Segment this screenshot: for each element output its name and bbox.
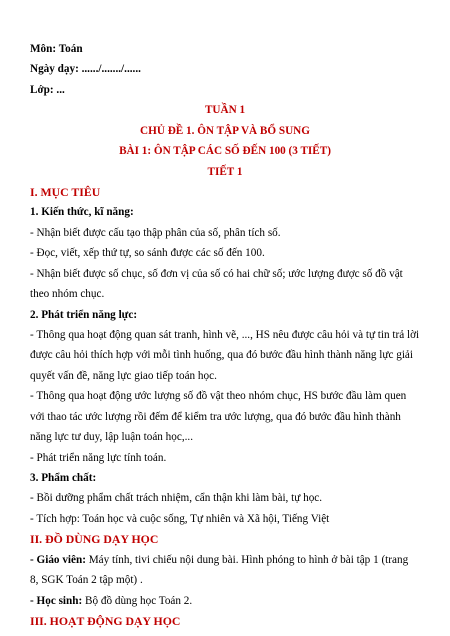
competence-heading: 2. Phát triển năng lực: [30,308,138,321]
student-line [30,594,422,608]
period-title: TIẾT 1 [207,165,243,178]
section-activities-heading: III. HOẠT ĐỘNG DẠY HỌC [30,614,181,628]
knowledge-line-2: - Đọc, viết, xếp thứ tự, so sánh được các số đến 100. [30,247,265,260]
competence-line-4: - Thông qua hoạt động ước lượng số đồ vật theo nhóm chục, HS bước đầu làm quen [30,390,407,403]
date-line: Ngày dạy: ....../......./...... [30,63,141,76]
qualities-line-1: - Bồi dưỡng phẩm chất trách nhiệm, cẩn thận khi làm bài, tự học. [30,492,323,505]
section-objectives-heading: I. MỤC TIÊU [30,185,101,199]
competence-line-2: được câu hỏi thích hợp với mỗi tình huống, qua đó bước đầu hình thành năng lực giải [30,349,414,362]
section-materials-heading: II. ĐỒ DÙNG DẠY HỌC [30,532,159,547]
student-line-text: Bộ đồ dùng học Toán 2. [82,594,193,607]
teacher-line-text: Máy tính, tivi chiếu nội dung bài. Hình phóng to hình ở bài tập 1 (trang [85,553,409,566]
competence-line-7: - Phát triển năng lực tính toán. [30,451,167,464]
knowledge-heading: 1. Kiến thức, kĩ năng: [30,206,134,219]
knowledge-line-3: - Nhận biết được số chục, số đơn vị của số có hai chữ số; ước lượng được số đồ vật [30,267,403,280]
qualities-line-2: - Tích hợp: Toán học và cuộc sống, Tự nhiên và Xã hội, Tiếng Việt [30,512,330,525]
competence-line-1: - Thông qua hoạt động quan sát tranh, hình vẽ, ..., HS nêu được câu hỏi và tự tin trả lời [30,329,420,341]
topic-title: CHỦ ĐỀ 1. ÔN TẬP VÀ BỔ SUNG [140,124,310,137]
week-title: TUẦN 1 [204,104,246,117]
class-line: Lớp: ... [30,83,65,96]
teacher-line [30,553,422,567]
qualities-heading: 3. Phẩm chất: [30,472,97,484]
knowledge-line-4: theo nhóm chục. [30,288,105,301]
teacher-line-label: - Giáo viên: [30,553,86,566]
competence-line-5: với thao tác ước lượng rồi đếm để kiểm tra ước lượng, qua đó bước đầu hình thành [30,410,401,423]
student-line-label: - Học sinh: [30,594,83,607]
teacher-line-2: 8, SGK Toán 2 tập một) . [30,574,143,587]
subject-line: Môn: Toán [30,43,83,55]
competence-line-6: năng lực tư duy, lập luận toán học,... [30,431,194,444]
lesson-title: BÀI 1: ÔN TẬP CÁC SỐ ĐẾN 100 (3 TIẾT) [119,145,331,158]
competence-line-3: quyết vấn đề, năng lực giao tiếp toán học. [30,369,217,382]
knowledge-line-1: - Nhận biết được cấu tạo thập phân của số, phân tích số. [30,226,281,239]
